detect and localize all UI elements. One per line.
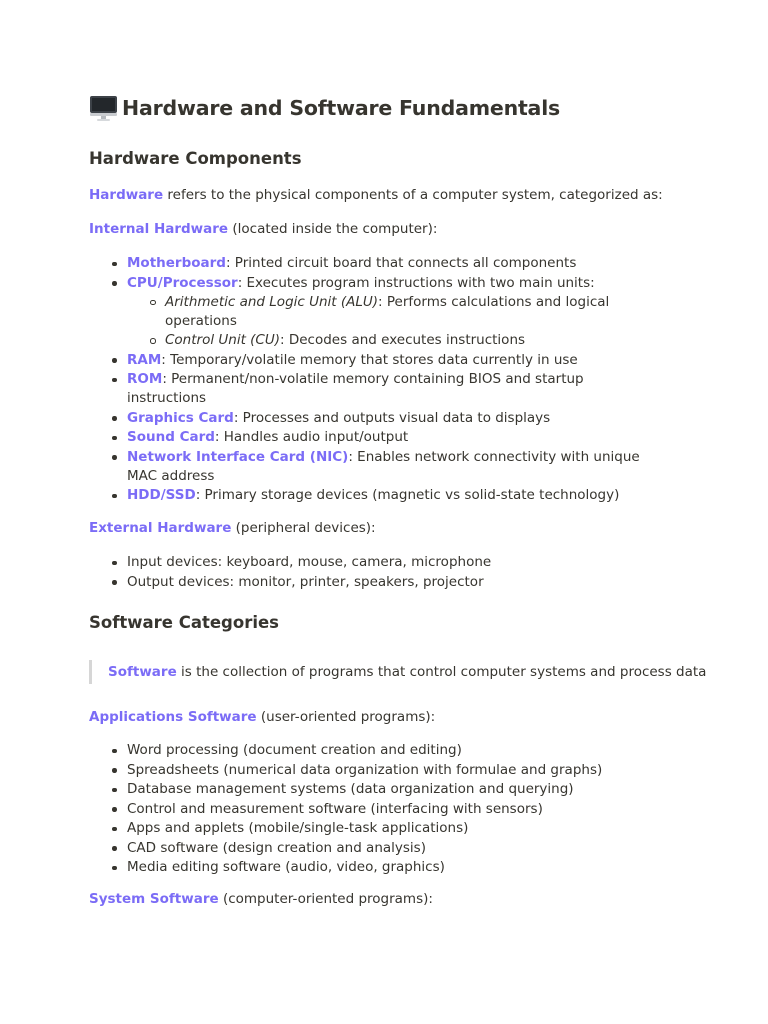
item-keyword: CPU/Processor [127, 274, 238, 291]
hardware-intro-text: refers to the physical components of a computer system, categorized as: [163, 187, 663, 203]
item-text: : Temporary/volatile memory that stores data currently in use [161, 351, 578, 368]
software-quote [89, 660, 706, 684]
list-item: CAD software (design creation and analysis) [127, 839, 687, 858]
list-item [165, 293, 625, 331]
hardware-intro [89, 186, 663, 205]
item-term: Control Unit (CU) [165, 332, 281, 348]
item-text: : Printed circuit board that connects all components [225, 255, 577, 271]
item-text: : Decodes and executes instructions [280, 332, 526, 348]
item-keyword: ROM [127, 371, 163, 387]
hardware-heading: Hardware Components [89, 149, 302, 168]
external-hardware-list [127, 553, 687, 592]
item-text: : Processes and outputs visual data to displays [233, 409, 551, 426]
list-item: Media editing software (audio, video, graphics) [127, 858, 687, 877]
software-quote-text: is the collection of programs that control computer systems and process data [176, 664, 707, 680]
list-item [127, 351, 687, 370]
applications-software-keyword: Applications Software [89, 709, 257, 725]
applications-software-intro [89, 708, 435, 727]
item-keyword: Graphics Card [127, 409, 234, 426]
internal-hardware-text: (located inside the computer): [228, 221, 438, 237]
list-item [165, 331, 625, 350]
list-item: Spreadsheets (numerical data organization with formulae and graphs) [127, 761, 687, 780]
item-term: Arithmetic and Logic Unit (ALU) [165, 293, 379, 310]
item-text: : Primary storage devices (magnetic vs solid-state technology) [195, 487, 620, 503]
item-keyword: Motherboard [127, 255, 226, 271]
software-keyword: Software [108, 664, 177, 680]
item-text: : Executes program instructions with two main units: [237, 274, 595, 291]
list-item [127, 448, 657, 486]
item-keyword: HDD/SSD [127, 487, 196, 503]
item-text: : Performs calculations and logical operations [165, 293, 610, 329]
list-item [127, 274, 687, 351]
item-text: : Handles audio input/output [214, 429, 409, 445]
list-item: Control and measurement software (interfacing with sensors) [127, 800, 687, 819]
applications-software-text: (user-oriented programs): [256, 709, 436, 725]
internal-hardware-intro [89, 220, 437, 239]
cpu-units-list [127, 293, 625, 351]
list-item: Input devices: keyboard, mouse, camera, microphone [127, 553, 687, 572]
list-item [127, 486, 687, 505]
external-hardware-keyword: External Hardware [89, 520, 232, 536]
list-item: Word processing (document creation and editing) [127, 741, 687, 760]
applications-software-list [127, 741, 687, 878]
internal-hardware-keyword: Internal Hardware [89, 221, 229, 237]
list-item [127, 370, 587, 408]
item-keyword: Sound Card [127, 429, 215, 445]
system-software-intro [89, 890, 433, 909]
hardware-keyword: Hardware [89, 187, 164, 203]
item-text: : Permanent/non-volatile memory containing BIOS and startup instructions [127, 371, 584, 406]
software-heading: Software Categories [89, 613, 280, 632]
internal-hardware-list [127, 254, 687, 506]
list-item [127, 409, 687, 428]
external-hardware-intro [89, 519, 376, 538]
page-title [89, 94, 560, 122]
desktop-computer-icon [89, 94, 118, 122]
item-keyword: RAM [127, 351, 162, 368]
list-item [127, 428, 687, 447]
list-item [127, 254, 687, 273]
list-item: Apps and applets (mobile/single-task applications) [127, 819, 687, 838]
item-keyword: Network Interface Card (NIC) [127, 448, 349, 465]
item-text: : Enables network connectivity with unique MAC address [127, 448, 640, 484]
list-item: Database management systems (data organization and querying) [127, 780, 687, 799]
system-software-text: (computer-oriented programs): [218, 891, 433, 907]
list-item: Output devices: monitor, printer, speakers, projector [127, 573, 687, 592]
page-title-text: Hardware and Software Fundamentals [122, 96, 561, 120]
external-hardware-text: (peripheral devices): [231, 520, 376, 536]
system-software-keyword: System Software [89, 891, 219, 907]
